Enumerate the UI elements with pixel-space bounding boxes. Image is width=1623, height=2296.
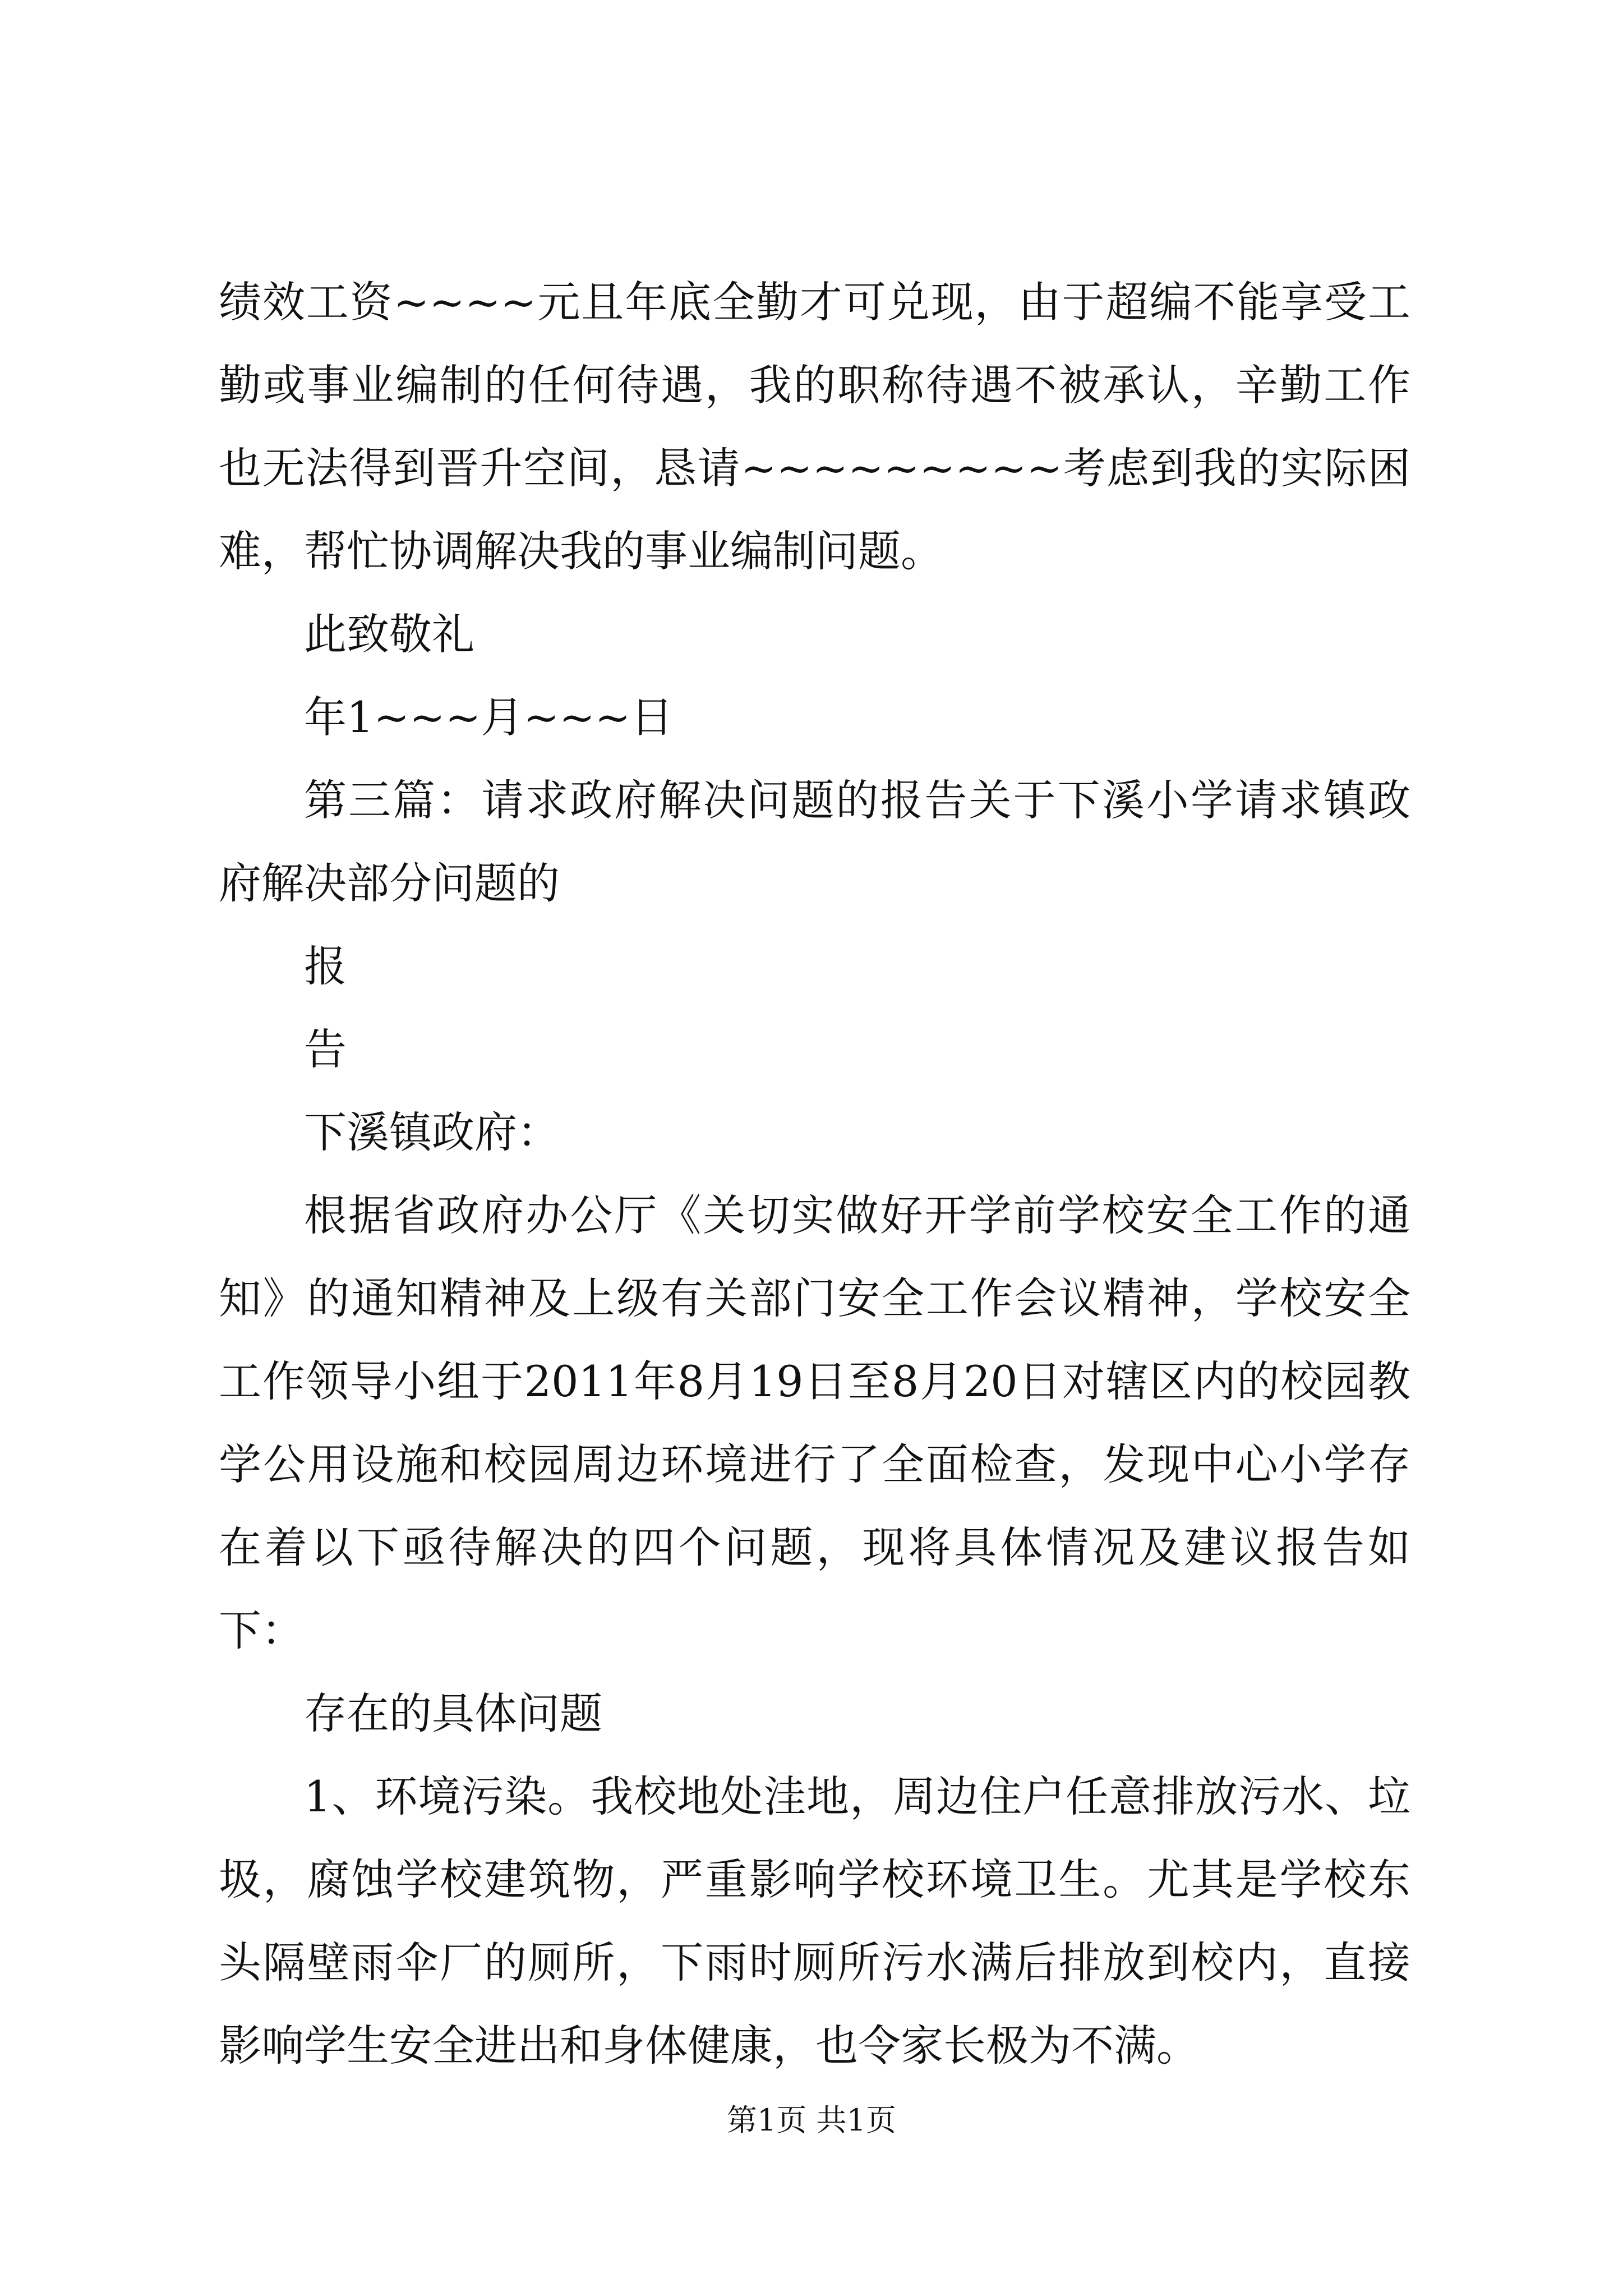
paragraph-background: 根据省政府办公厅《关切实做好开学前学校安全工作的通知》的通知精神及上级有关部门安全工作会议精神，学校安全工作领导小组于2011年8月19日至8月20日对辖区内的校园教学公用设施和校园周边环境进行了全面检查，发现中心小学存在着以下亟待解决的四个问题，现将具体情况及建议报告如下： bbox=[219, 1190, 1410, 1655]
addressee: 下溪镇政府： bbox=[304, 1107, 560, 1157]
paragraph-closing: 此致敬礼 bbox=[304, 609, 474, 659]
subheading-problems: 存在的具体问题 bbox=[304, 1688, 602, 1738]
paragraph-continued: 绩效工资~~~~元且年底全勤才可兑现，由于超编不能享受工勤或事业编制的任何待遇，我的职称待遇不被承认，辛勤工作也无法得到晋升空间，恳请~~~~~~~~~考虑到我的实际困难，帮忙协调解决我的事业编制问题。 bbox=[219, 277, 1410, 576]
section-heading: 第三篇：请求政府解决问题的报告关于下溪小学请求镇政府解决部分问题的 bbox=[219, 775, 1410, 908]
report-title-char-1: 报 bbox=[304, 941, 347, 991]
report-title-char-2: 告 bbox=[304, 1024, 347, 1074]
paragraph-problem-1: 1、环境污染。我校地处洼地，周边住户任意排放污水、垃圾，腐蚀学校建筑物，严重影响学校环境卫生。尤其是学校东头隔壁雨伞厂的厕所，下雨时厕所污水满后排放到校内，直接影响学生安全进出和身体健康，也令家长极为不满。 bbox=[219, 1772, 1410, 2070]
page-footer: 第1页 共1页 bbox=[727, 2102, 896, 2138]
document-body bbox=[219, 261, 1410, 2087]
paragraph-date: 年1~~~月~~~日 bbox=[304, 692, 674, 742]
